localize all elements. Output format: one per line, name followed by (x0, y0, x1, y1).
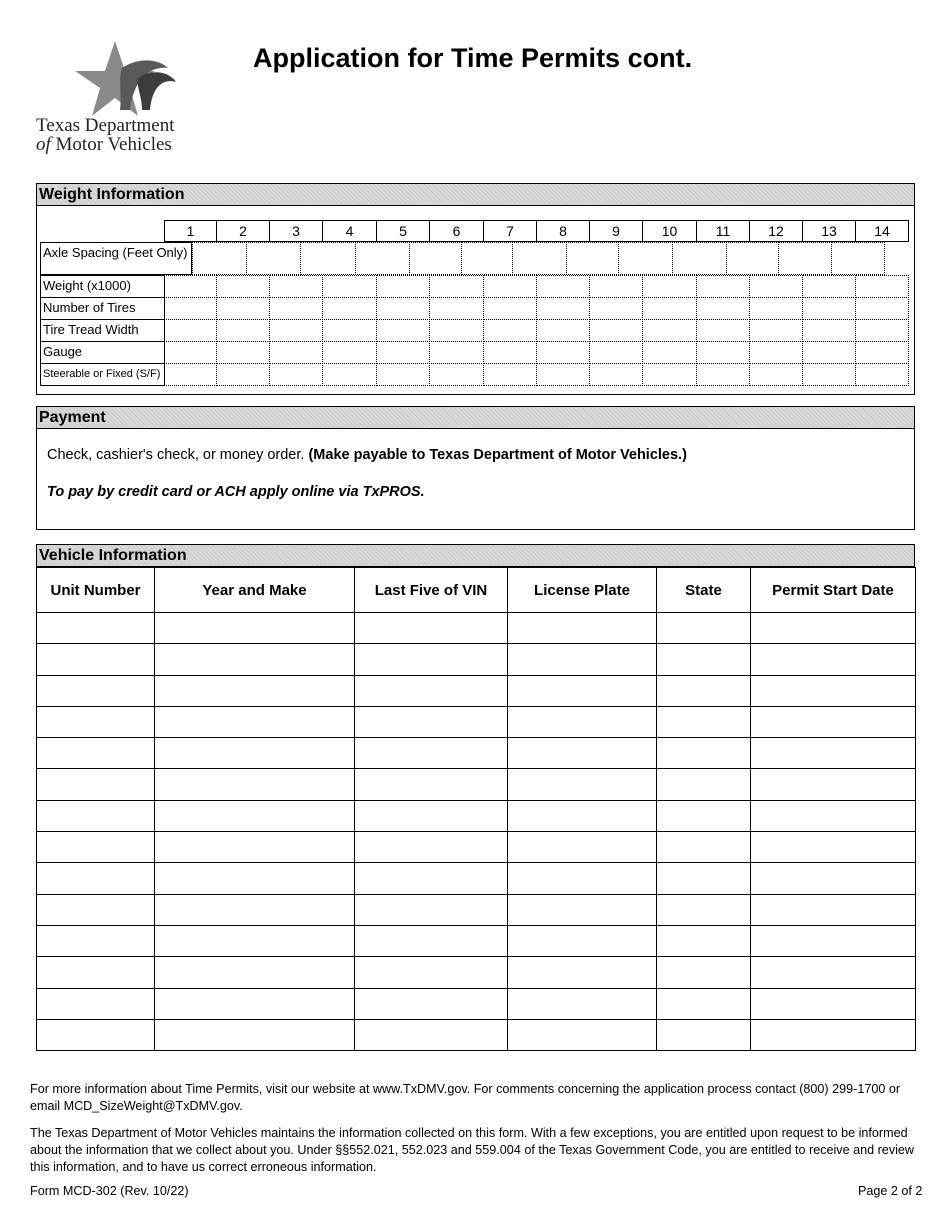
weight-cell-input[interactable] (216, 297, 270, 320)
weight-cell-input[interactable] (164, 363, 217, 386)
table-row (37, 925, 916, 956)
table-row (37, 675, 916, 706)
axle-spacing-label: Axle Spacing (Feet Only) (40, 242, 192, 275)
vehicle-section-heading: Vehicle Information (36, 544, 915, 567)
vehicle-cell-input[interactable] (751, 957, 916, 988)
vehicle-cell-input[interactable] (751, 800, 916, 831)
weight-cell-input[interactable] (164, 275, 217, 298)
vehicle-cell-input[interactable] (37, 863, 155, 894)
vehicle-cell-input[interactable] (508, 894, 657, 925)
table-row (37, 1019, 916, 1050)
vehicle-cell-input[interactable] (751, 738, 916, 769)
vehicle-cell-input[interactable] (37, 644, 155, 675)
weight-cell-input[interactable] (216, 275, 270, 298)
vehicle-cell-input[interactable] (751, 832, 916, 863)
vehicle-cell-input[interactable] (751, 988, 916, 1019)
weight-cell-input[interactable] (696, 341, 750, 364)
weight-cell-input[interactable] (483, 319, 537, 342)
weight-cell-input[interactable] (589, 275, 643, 298)
weight-row-label: Gauge (40, 341, 165, 364)
axle-spacing-input[interactable] (355, 242, 410, 275)
col-license-plate: License Plate (508, 568, 657, 613)
vehicle-cell-input[interactable] (657, 769, 751, 800)
vehicle-cell-input[interactable] (657, 925, 751, 956)
vehicle-cell-input[interactable] (155, 957, 355, 988)
vehicle-cell-input[interactable] (355, 613, 508, 644)
vehicle-cell-input[interactable] (751, 925, 916, 956)
weight-row-label: Steerable or Fixed (S/F) (40, 363, 165, 386)
vehicle-cell-input[interactable] (37, 894, 155, 925)
weight-cell-input[interactable] (269, 297, 323, 320)
vehicle-cell-input[interactable] (751, 863, 916, 894)
weight-cell-input[interactable] (855, 341, 909, 364)
weight-cell-input[interactable] (376, 297, 430, 320)
col-state: State (657, 568, 751, 613)
weight-cell-input[interactable] (536, 363, 590, 386)
col-unit-number: Unit Number (37, 568, 155, 613)
vehicle-cell-input[interactable] (155, 800, 355, 831)
weight-cell-input[interactable] (216, 363, 270, 386)
weight-cell-input[interactable] (429, 341, 484, 364)
axle-number-4: 4 (322, 220, 377, 242)
weight-cell-input[interactable] (589, 341, 643, 364)
vehicle-cell-input[interactable] (508, 1019, 657, 1050)
weight-cell-input[interactable] (536, 297, 590, 320)
table-row (37, 894, 916, 925)
vehicle-cell-input[interactable] (37, 800, 155, 831)
table-row (37, 800, 916, 831)
axle-spacing-input[interactable] (192, 242, 247, 275)
vehicle-cell-input[interactable] (155, 613, 355, 644)
vehicle-cell-input[interactable] (657, 613, 751, 644)
vehicle-cell-input[interactable] (657, 863, 751, 894)
vehicle-cell-input[interactable] (355, 832, 508, 863)
vehicle-cell-input[interactable] (37, 706, 155, 737)
axle-spacing-input[interactable] (672, 242, 727, 275)
weight-cell-input[interactable] (855, 297, 909, 320)
footer-privacy: The Texas Department of Motor Vehicles maintains the information collected on this form. With a few exceptions, you are entitled upon request to be informed about the information that we collect about you. Under §§552.021, 552.023 and 559.004 of the Texas Government Code, you are entitled to receive and review this information, and to have us correct erroneous information. (30, 1126, 915, 1174)
weight-cell-input[interactable] (642, 319, 697, 342)
weight-cell-input[interactable] (749, 341, 803, 364)
table-row (37, 957, 916, 988)
axle-spacing-input[interactable] (246, 242, 301, 275)
table-row (37, 988, 916, 1019)
vehicle-cell-input[interactable] (657, 1019, 751, 1050)
weight-cell-input[interactable] (855, 363, 909, 386)
vehicle-cell-input[interactable] (657, 706, 751, 737)
weight-cell-input[interactable] (696, 275, 750, 298)
weight-cell-input[interactable] (696, 319, 750, 342)
vehicle-cell-input[interactable] (751, 1019, 916, 1050)
table-row (37, 832, 916, 863)
vehicle-cell-input[interactable] (657, 738, 751, 769)
payment-section (36, 428, 915, 530)
weight-cell-input[interactable] (642, 297, 697, 320)
weight-cell-input[interactable] (642, 341, 697, 364)
axle-number-13: 13 (802, 220, 856, 242)
axle-number-8: 8 (536, 220, 590, 242)
vehicle-cell-input[interactable] (155, 675, 355, 706)
weight-cell-input[interactable] (802, 275, 856, 298)
vehicle-cell-input[interactable] (355, 738, 508, 769)
vehicle-cell-input[interactable] (508, 832, 657, 863)
axle-number-10: 10 (642, 220, 697, 242)
weight-cell-input[interactable] (855, 275, 909, 298)
vehicle-cell-input[interactable] (508, 613, 657, 644)
vehicle-cell-input[interactable] (37, 675, 155, 706)
vehicle-cell-input[interactable] (751, 706, 916, 737)
weight-cell-input[interactable] (802, 297, 856, 320)
page-number: Page 2 of 2 (858, 1184, 923, 1198)
vehicle-cell-input[interactable] (657, 894, 751, 925)
vehicle-cell-input[interactable] (155, 1019, 355, 1050)
vehicle-cell-input[interactable] (355, 925, 508, 956)
vehicle-cell-input[interactable] (751, 769, 916, 800)
vehicle-cell-input[interactable] (155, 832, 355, 863)
weight-section-heading: Weight Information (36, 183, 915, 206)
weight-cell-input[interactable] (322, 275, 377, 298)
table-row (37, 769, 916, 800)
weight-cell-input[interactable] (376, 319, 430, 342)
weight-cell-input[interactable] (322, 319, 377, 342)
col-last-five-vin: Last Five of VIN (355, 568, 508, 613)
weight-cell-input[interactable] (589, 363, 643, 386)
vehicle-table-header (37, 568, 916, 613)
vehicle-cell-input[interactable] (37, 738, 155, 769)
weight-cell-input[interactable] (749, 363, 803, 386)
vehicle-cell-input[interactable] (355, 988, 508, 1019)
vehicle-cell-input[interactable] (37, 1019, 155, 1050)
vehicle-cell-input[interactable] (355, 957, 508, 988)
weight-cell-input[interactable] (589, 319, 643, 342)
weight-cell-input[interactable] (749, 297, 803, 320)
vehicle-cell-input[interactable] (37, 988, 155, 1019)
axle-spacing-input[interactable] (461, 242, 513, 275)
vehicle-cell-input[interactable] (355, 894, 508, 925)
col-year-make: Year and Make (155, 568, 355, 613)
vehicle-cell-input[interactable] (155, 894, 355, 925)
weight-cell-input[interactable] (749, 319, 803, 342)
weight-cell-input[interactable] (802, 341, 856, 364)
weight-cell-input[interactable] (322, 297, 377, 320)
vehicle-table (36, 567, 916, 1051)
table-row (37, 738, 916, 769)
table-row (37, 644, 916, 675)
vehicle-cell-input[interactable] (37, 769, 155, 800)
vehicle-cell-input[interactable] (657, 988, 751, 1019)
vehicle-cell-input[interactable] (751, 613, 916, 644)
vehicle-cell-input[interactable] (657, 644, 751, 675)
axle-number-11: 11 (696, 220, 750, 242)
weight-cell-input[interactable] (749, 275, 803, 298)
axle-spacing-input[interactable] (618, 242, 673, 275)
vehicle-cell-input[interactable] (37, 925, 155, 956)
agency-name-line1: Texas Department (36, 115, 175, 136)
weight-cell-input[interactable] (642, 363, 697, 386)
weight-cell-input[interactable] (696, 297, 750, 320)
vehicle-cell-input[interactable] (657, 832, 751, 863)
vehicle-cell-input[interactable] (355, 1019, 508, 1050)
vehicle-cell-input[interactable] (657, 800, 751, 831)
vehicle-cell-input[interactable] (657, 675, 751, 706)
vehicle-cell-input[interactable] (508, 957, 657, 988)
table-row (37, 613, 916, 644)
weight-cell-input[interactable] (376, 363, 430, 386)
weight-cell-input[interactable] (802, 319, 856, 342)
weight-cell-input[interactable] (376, 341, 430, 364)
weight-cell-input[interactable] (164, 297, 217, 320)
vehicle-cell-input[interactable] (37, 613, 155, 644)
axle-number-9: 9 (589, 220, 643, 242)
txdmv-logo (30, 38, 200, 158)
weight-row-label: Number of Tires (40, 297, 165, 320)
vehicle-cell-input[interactable] (508, 800, 657, 831)
vehicle-cell-input[interactable] (37, 957, 155, 988)
axle-number-3: 3 (269, 220, 323, 242)
vehicle-cell-input[interactable] (508, 706, 657, 737)
weight-row-label: Weight (x1000) (40, 275, 165, 298)
axle-number-12: 12 (749, 220, 803, 242)
footer-info: For more information about Time Permits, visit our website at www.TxDMV.gov. For comments concerning the application process contact (800) 299-1700 or email MCD_SizeWeight@TxDMV.gov. (30, 1082, 901, 1113)
weight-cell-input[interactable] (322, 341, 377, 364)
axle-spacing-input[interactable] (512, 242, 567, 275)
axle-number-1: 1 (164, 220, 217, 242)
vehicle-cell-input[interactable] (155, 644, 355, 675)
weight-cell-input[interactable] (536, 275, 590, 298)
vehicle-cell-input[interactable] (155, 988, 355, 1019)
weight-cell-input[interactable] (536, 319, 590, 342)
vehicle-cell-input[interactable] (751, 644, 916, 675)
weight-cell-input[interactable] (164, 319, 217, 342)
weight-cell-input[interactable] (483, 341, 537, 364)
weight-cell-input[interactable] (216, 341, 270, 364)
weight-cell-input[interactable] (483, 297, 537, 320)
vehicle-cell-input[interactable] (355, 769, 508, 800)
vehicle-cell-input[interactable] (508, 988, 657, 1019)
axle-spacing-input[interactable] (778, 242, 832, 275)
vehicle-cell-input[interactable] (355, 644, 508, 675)
axle-number-5: 5 (376, 220, 430, 242)
vehicle-cell-input[interactable] (355, 706, 508, 737)
weight-cell-input[interactable] (642, 275, 697, 298)
weight-row-label: Tire Tread Width (40, 319, 165, 342)
page-title: Application for Time Permits cont. (253, 43, 693, 73)
vehicle-cell-input[interactable] (508, 675, 657, 706)
axle-spacing-input[interactable] (726, 242, 779, 275)
vehicle-cell-input[interactable] (155, 863, 355, 894)
vehicle-cell-input[interactable] (155, 738, 355, 769)
axle-spacing-input[interactable] (409, 242, 462, 275)
col-permit-start-date: Permit Start Date (751, 568, 916, 613)
weight-cell-input[interactable] (269, 363, 323, 386)
weight-cell-input[interactable] (696, 363, 750, 386)
axle-number-6: 6 (429, 220, 484, 242)
weight-cell-input[interactable] (536, 341, 590, 364)
form-id: Form MCD-302 (Rev. 10/22) (30, 1184, 189, 1198)
table-row (37, 706, 916, 737)
vehicle-cell-input[interactable] (508, 863, 657, 894)
vehicle-cell-input[interactable] (355, 863, 508, 894)
weight-cell-input[interactable] (429, 363, 484, 386)
table-row (37, 863, 916, 894)
weight-cell-input[interactable] (483, 363, 537, 386)
star-logo-icon (30, 38, 200, 118)
payment-methods: Check, cashier's check, or money order. (Make payable to Texas Department of Motor Vehicles.) (47, 447, 687, 463)
vehicle-cell-input[interactable] (355, 800, 508, 831)
weight-cell-input[interactable] (376, 275, 430, 298)
vehicle-cell-input[interactable] (155, 769, 355, 800)
payment-online-note: To pay by credit card or ACH apply online via TxPROS. (47, 484, 425, 500)
vehicle-cell-input[interactable] (751, 675, 916, 706)
axle-spacing-input[interactable] (300, 242, 356, 275)
payment-section-heading: Payment (36, 406, 915, 429)
weight-cell-input[interactable] (269, 275, 323, 298)
vehicle-cell-input[interactable] (508, 769, 657, 800)
vehicle-cell-input[interactable] (751, 894, 916, 925)
weight-cell-input[interactable] (322, 363, 377, 386)
vehicle-cell-input[interactable] (355, 675, 508, 706)
axle-spacing-input[interactable] (566, 242, 619, 275)
vehicle-cell-input[interactable] (508, 644, 657, 675)
vehicle-cell-input[interactable] (37, 832, 155, 863)
vehicle-cell-input[interactable] (508, 738, 657, 769)
weight-cell-input[interactable] (269, 319, 323, 342)
weight-cell-input[interactable] (429, 275, 484, 298)
vehicle-cell-input[interactable] (155, 925, 355, 956)
agency-name-line2: of Motor Vehicles (36, 134, 172, 155)
axle-spacing-input[interactable] (831, 242, 885, 275)
weight-cell-input[interactable] (855, 319, 909, 342)
weight-cell-input[interactable] (429, 297, 484, 320)
weight-cell-input[interactable] (164, 341, 217, 364)
weight-cell-input[interactable] (429, 319, 484, 342)
weight-cell-input[interactable] (269, 341, 323, 364)
axle-number-2: 2 (216, 220, 270, 242)
weight-cell-input[interactable] (802, 363, 856, 386)
weight-cell-input[interactable] (483, 275, 537, 298)
axle-number-7: 7 (483, 220, 537, 242)
weight-cell-input[interactable] (589, 297, 643, 320)
vehicle-cell-input[interactable] (508, 925, 657, 956)
axle-number-14: 14 (855, 220, 909, 242)
weight-cell-input[interactable] (216, 319, 270, 342)
vehicle-cell-input[interactable] (155, 706, 355, 737)
vehicle-cell-input[interactable] (657, 957, 751, 988)
